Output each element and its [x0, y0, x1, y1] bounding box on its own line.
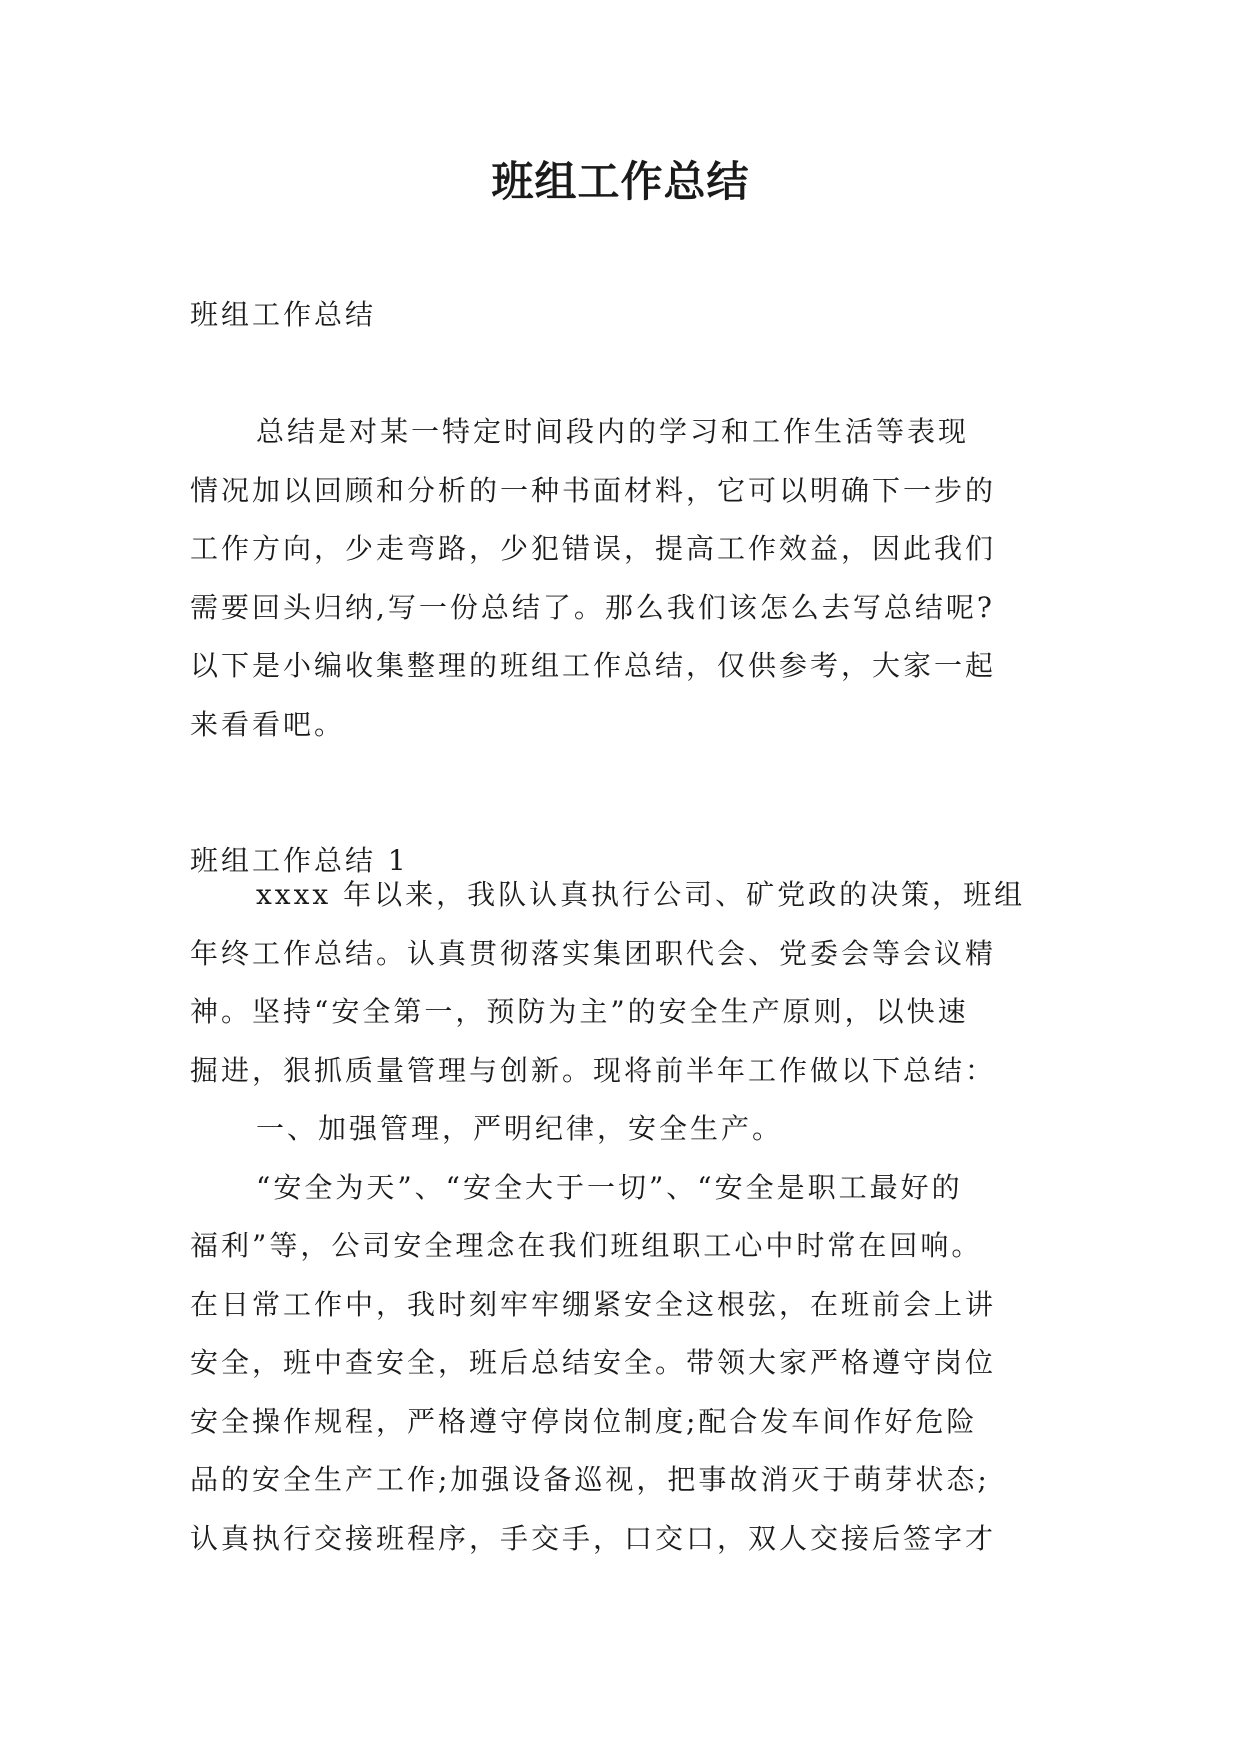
section-line: 安全，班中查安全，班后总结安全。带领大家严格遵守岗位: [190, 1346, 997, 1379]
intro-line: 工作方向，少走弯路，少犯错误，提高工作效益，因此我们: [190, 532, 997, 565]
section-line: 神。坚持“安全第一，预防为主”的安全生产原则，以快速: [190, 995, 969, 1028]
section-line: 掘进，狠抓质量管理与创新。现将前半年工作做以下总结：: [190, 1053, 997, 1087]
document-subtitle: 班组工作总结: [190, 298, 377, 331]
section-body: [190, 866, 1052, 1568]
section-line: 安全操作规程，严格遵守停岗位制度;配合发车间作好危险: [190, 1404, 978, 1438]
document-title: 班组工作总结: [491, 157, 750, 206]
section-line: 认真执行交接班程序，手交手，口交口，双人交接后签字才: [190, 1521, 997, 1555]
section-subheading: 一、加强管理，严明纪律，安全生产。: [256, 1112, 784, 1145]
section-line: xxxx 年以来，我队认真执行公司、矿党政的决策，班组: [256, 878, 1026, 911]
section-line: 福利”等，公司安全理念在我们班组职工心中时常在回响。: [190, 1229, 983, 1262]
section-line: “安全为天”、“安全大于一切”、“安全是职工最好的: [256, 1170, 963, 1204]
section-line: 品的安全生产工作;加强设备巡视，把事故消灭于萌芽状态;: [190, 1463, 990, 1496]
intro-line: 需要回头归纳,写一份总结了。那么我们该怎么去写总结呢?: [190, 590, 995, 624]
section-line: 在日常工作中，我时刻牢牢绷紧安全这根弦，在班前会上讲: [190, 1287, 997, 1321]
section-line: 年终工作总结。认真贯彻落实集团职代会、党委会等会议精: [190, 936, 997, 970]
intro-line: 以下是小编收集整理的班组工作总结，仅供参考，大家一起: [190, 649, 997, 682]
intro-line: 总结是对某一特定时间段内的学习和工作生活等表现: [256, 415, 970, 448]
section-heading: 班组工作总结 1: [190, 844, 409, 877]
intro-line: 情况加以回顾和分析的一种书面材料，它可以明确下一步的: [190, 473, 997, 507]
intro-line: 来看看吧。: [190, 707, 346, 741]
intro-paragraph: [190, 403, 1052, 754]
